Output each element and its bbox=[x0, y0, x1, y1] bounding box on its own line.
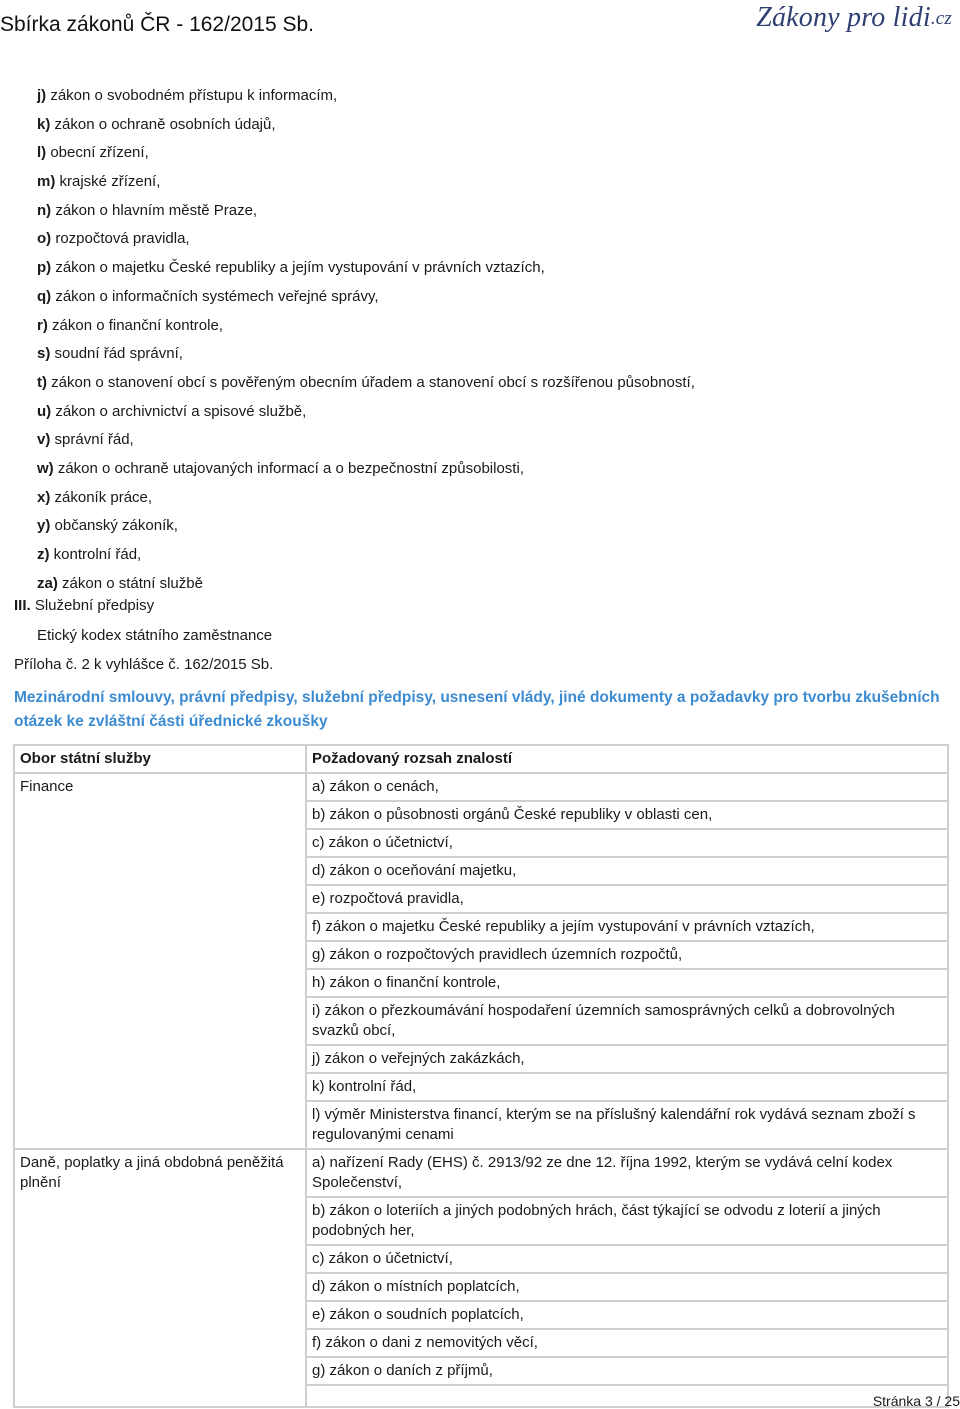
table-row-continuation bbox=[14, 1385, 948, 1407]
list-item-label: w) bbox=[37, 459, 54, 477]
list-item-text: zákon o informačních systémech veřejné správy, bbox=[55, 287, 379, 305]
knowledge-item-cell: a) nařízení Rady (EHS) č. 2913/92 ze dne 12. října 1992, kterým se vydává celní kodex Společenství, bbox=[306, 1149, 948, 1197]
column-header-area: Obor státní služby bbox=[14, 745, 306, 773]
empty-cell bbox=[14, 1385, 306, 1407]
list-item bbox=[37, 140, 695, 169]
list-item-text: rozpočtová pravidla, bbox=[55, 230, 190, 248]
list-item-text: zákon o stanovení obcí s pověřeným obecním úřadem a stanovení obcí s rozšířenou působností, bbox=[51, 373, 695, 391]
list-item-label: m) bbox=[37, 173, 56, 191]
list-item bbox=[37, 456, 695, 485]
list-item-text: správní řád, bbox=[54, 431, 134, 449]
service-area-cell: Daně, poplatky a jiná obdobná peněžitá plnění bbox=[14, 1149, 306, 1385]
list-item bbox=[37, 370, 695, 399]
list-item-text: zákon o hlavním městě Praze, bbox=[55, 201, 258, 219]
list-item-label: u) bbox=[37, 402, 52, 420]
list-item-label: l) bbox=[37, 144, 47, 162]
knowledge-item-cell: b) zákon o působnosti orgánů České republiky v oblasti cen, bbox=[306, 801, 948, 829]
logo-suffix: .cz bbox=[930, 8, 952, 29]
list-item-label: j) bbox=[37, 87, 47, 104]
list-item bbox=[37, 83, 695, 112]
list-item-label: r) bbox=[37, 316, 48, 334]
service-area-cell: Finance bbox=[14, 773, 306, 1149]
law-list bbox=[37, 83, 695, 599]
list-item-text: zákon o ochraně utajovaných informací a o bezpečnostní způsobilosti, bbox=[57, 459, 524, 477]
list-item bbox=[37, 399, 695, 428]
list-item-label: y) bbox=[37, 517, 51, 535]
knowledge-item-cell: g) zákon o rozpočtových pravidlech územních rozpočtů, bbox=[306, 941, 948, 969]
knowledge-item-cell: k) kontrolní řád, bbox=[306, 1073, 948, 1101]
knowledge-item-cell: d) zákon o oceňování majetku, bbox=[306, 857, 948, 885]
table-header-row bbox=[14, 745, 948, 773]
site-logo[interactable] bbox=[756, 2, 952, 34]
section-heading-blue: Mezinárodní smlouvy, právní předpisy, služební předpisy, usnesení vlády, jiné dokumenty a požadavky pro tvorbu zkušebních otázek ke zvláštní části úřednické zkoušky bbox=[14, 689, 940, 730]
page-number: Stránka 3 / 25 bbox=[872, 1393, 960, 1409]
list-item-label: n) bbox=[37, 201, 52, 219]
knowledge-item-cell: e) zákon o soudních poplatcích, bbox=[306, 1301, 948, 1329]
list-item-text: zákon o archivnictví a spisové službě, bbox=[55, 402, 307, 420]
list-item-label: t) bbox=[37, 373, 47, 391]
list-item-label: v) bbox=[37, 431, 51, 449]
column-header-scope: Požadovaný rozsah znalostí bbox=[306, 745, 948, 773]
list-item-label: x) bbox=[37, 488, 51, 506]
list-item bbox=[37, 571, 695, 600]
list-item-text: zákon o svobodném přístupu k informacím, bbox=[50, 87, 338, 104]
appendix-title: Příloha č. 2 k vyhlášce č. 162/2015 Sb. bbox=[14, 656, 274, 673]
requirements-table bbox=[13, 744, 949, 1408]
list-item-text: soudní řád správní, bbox=[54, 345, 183, 363]
ethic-code-item: Etický kodex státního zaměstnance bbox=[37, 627, 273, 644]
knowledge-item-cell: l) výměr Ministerstva financí, kterým se na příslušný kalendářní rok vydává seznam zboží s regulovanými cenami bbox=[306, 1101, 948, 1149]
knowledge-item-cell: i) zákon o přezkoumávání hospodaření územních samosprávných celků a dobrovolných svazků obcí, bbox=[306, 997, 948, 1045]
list-item-text: zákon o ochraně osobních údajů, bbox=[54, 115, 276, 133]
list-item-text: obecní zřízení, bbox=[50, 144, 149, 162]
knowledge-item-cell: j) zákon o veřejných zakázkách, bbox=[306, 1045, 948, 1073]
list-item-label: p) bbox=[37, 259, 52, 277]
knowledge-item-cell: b) zákon o loteriích a jiných podobných hrách, část týkající se odvodu z loterií a jiných podobných her, bbox=[306, 1197, 948, 1245]
table-row bbox=[14, 1149, 948, 1197]
list-item-text: zákoník práce, bbox=[54, 488, 153, 506]
knowledge-item-cell: c) zákon o účetnictví, bbox=[306, 1245, 948, 1273]
list-item bbox=[37, 255, 695, 284]
knowledge-item-cell: f) zákon o dani z nemovitých věcí, bbox=[306, 1329, 948, 1357]
list-item bbox=[37, 513, 695, 542]
knowledge-item-cell: a) zákon o cenách, bbox=[306, 773, 948, 801]
list-item bbox=[37, 169, 695, 198]
list-item-label: s) bbox=[37, 345, 51, 363]
list-item bbox=[37, 226, 695, 255]
section-title: Služební předpisy bbox=[34, 597, 155, 614]
knowledge-item-cell: e) rozpočtová pravidla, bbox=[306, 885, 948, 913]
list-item-text: zákon o státní službě bbox=[62, 574, 203, 592]
list-item bbox=[37, 198, 695, 227]
list-item-label: o) bbox=[37, 230, 52, 248]
knowledge-item-cell: c) zákon o účetnictví, bbox=[306, 829, 948, 857]
list-item-label: za) bbox=[37, 574, 58, 592]
list-item bbox=[37, 341, 695, 370]
section-heading bbox=[14, 597, 154, 614]
knowledge-item-cell: h) zákon o finanční kontrole, bbox=[306, 969, 948, 997]
empty-cell bbox=[306, 1385, 948, 1407]
list-item-text: kontrolní řád, bbox=[53, 546, 142, 563]
list-item-text: občanský zákoník, bbox=[54, 517, 178, 535]
list-item bbox=[37, 427, 695, 456]
knowledge-item-cell: g) zákon o daních z příjmů, bbox=[306, 1357, 948, 1385]
list-item-label: k) bbox=[37, 115, 51, 133]
list-item bbox=[37, 112, 695, 141]
list-item bbox=[37, 542, 695, 571]
list-item bbox=[37, 284, 695, 313]
list-item-text: zákon o finanční kontrole, bbox=[52, 316, 223, 334]
section-number: III. bbox=[14, 597, 31, 614]
logo-text: Zákony pro lidi bbox=[756, 2, 931, 33]
list-item bbox=[37, 313, 695, 342]
page-header bbox=[0, 0, 960, 46]
list-item-label: z) bbox=[37, 546, 50, 563]
document-title: Sbírka zákonů ČR - 162/2015 Sb. bbox=[0, 13, 315, 36]
list-item bbox=[37, 485, 695, 514]
list-item-label: q) bbox=[37, 287, 52, 305]
list-item-text: krajské zřízení, bbox=[59, 173, 161, 191]
knowledge-item-cell: f) zákon o majetku České republiky a jejím vystupování v právních vztazích, bbox=[306, 913, 948, 941]
knowledge-item-cell: d) zákon o místních poplatcích, bbox=[306, 1273, 948, 1301]
list-item-text: zákon o majetku České republiky a jejím vystupování v právních vztazích, bbox=[55, 259, 545, 277]
table-row bbox=[14, 773, 948, 801]
